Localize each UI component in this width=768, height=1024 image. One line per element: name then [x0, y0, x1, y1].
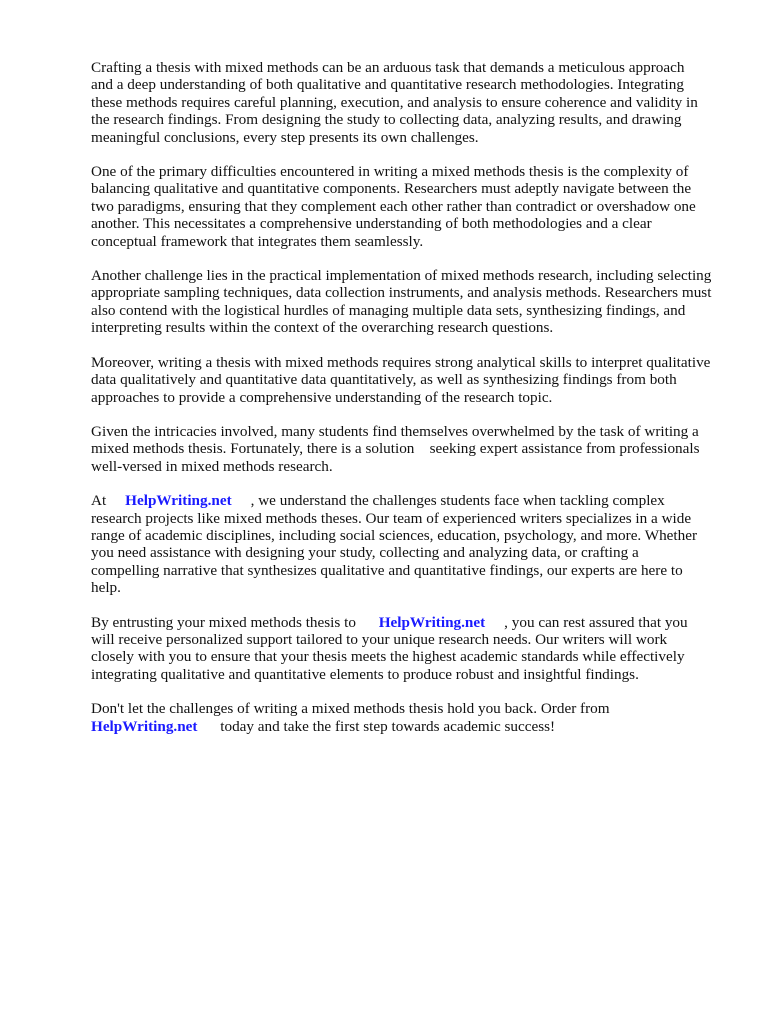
- text-line: you need assistance with designing your study, collecting and analyzing data, or crafting a: [91, 544, 639, 562]
- document-page: [91, 59, 731, 752]
- text-segment: At: [91, 492, 126, 510]
- text-line: integrating qualitative and quantitative elements to produce robust and insightful findings.: [91, 665, 639, 683]
- text-line: Crafting a thesis with mixed methods can be an arduous task that demands a meticulous approach: [91, 59, 685, 76]
- text-line: Given the intricacies involved, many students find themselves overwhelmed by the task of writing a: [91, 422, 699, 440]
- paragraph-call-to-action: [91, 700, 731, 735]
- paragraph-analytical-skills: [91, 354, 731, 406]
- helpwriting-link[interactable]: HelpWriting.net: [378, 613, 486, 631]
- paragraph-intro: [91, 59, 731, 146]
- paragraph-implementation: [91, 267, 731, 337]
- text-line: meaningful conclusions, every step presents its own challenges.: [91, 128, 479, 146]
- text-line: balancing qualitative and quantitative components. Researchers must adeptly navigate between the: [91, 180, 692, 198]
- text-line: two paradigms, ensuring that they complement each other rather than contradict or overshadow one: [91, 197, 696, 215]
- text-line: research projects like mixed methods theses. Our team of experienced writers specializes in a wide: [91, 509, 692, 527]
- text-line: [91, 614, 731, 631]
- text-line: another. This necessitates a comprehensive understanding of both methodologies and a clear: [91, 215, 652, 233]
- text-line: help.: [91, 579, 121, 597]
- text-line: will receive personalized support tailored to your unique research needs. Our writers will work: [91, 630, 668, 648]
- text-line: data qualitatively and quantitative data quantitatively, as well as synthesizing findings from both: [91, 371, 677, 389]
- text-line: Moreover, writing a thesis with mixed methods requires strong analytical skills to interpret qualitative: [91, 353, 711, 371]
- text-line: and a deep understanding of both qualitative and quantitative research methodologies. Integrating: [91, 76, 684, 94]
- text-line: [91, 718, 731, 735]
- helpwriting-link[interactable]: HelpWriting.net: [125, 492, 232, 510]
- text-line: the research findings. From designing the study to collecting data, analyzing results, and drawing: [91, 111, 682, 129]
- text-line: mixed methods thesis. Fortunately, there is a solution seeking expert assistance from professionals: [91, 440, 700, 458]
- text-line: appropriate sampling techniques, data collection instruments, and analysis methods. Researchers must: [91, 284, 712, 302]
- text-line: well-versed in mixed methods research.: [91, 457, 333, 475]
- text-line: interpreting results within the context of the overarching research questions.: [91, 319, 554, 337]
- text-segment: today and take the first step towards academic success!: [197, 717, 556, 735]
- text-line: [91, 492, 731, 509]
- text-line: also contend with the logistical hurdles of managing multiple data sets, synthesizing findings, and: [91, 301, 686, 319]
- text-line: compelling narrative that synthesizes qualitative and quantitative findings, our experts are here to: [91, 561, 683, 579]
- paragraph-about-service: [91, 492, 731, 596]
- text-line: Another challenge lies in the practical implementation of mixed methods research, including selecting: [91, 267, 712, 285]
- text-line: Don't let the challenges of writing a mixed methods thesis hold you back. Order from: [91, 700, 610, 718]
- text-line: approaches to provide a comprehensive understanding of the research topic.: [91, 388, 553, 406]
- text-line: closely with you to ensure that your thesis meets the highest academic standards while effectively: [91, 648, 685, 666]
- text-line: One of the primary difficulties encountered in writing a mixed methods thesis is the complexity of: [91, 163, 689, 181]
- helpwriting-link[interactable]: HelpWriting.net: [91, 717, 198, 735]
- text-line: conceptual framework that integrates them seamlessly.: [91, 232, 424, 250]
- paragraph-entrusting: [91, 614, 731, 684]
- paragraph-solution: [91, 423, 731, 475]
- paragraph-difficulties: [91, 163, 731, 250]
- text-line: range of academic disciplines, including social sciences, education, psychology, and more. Whether: [91, 526, 698, 544]
- text-segment: By entrusting your mixed methods thesis to: [91, 613, 379, 631]
- text-segment: , we understand the challenges students face when tackling complex: [231, 492, 665, 510]
- text-line: these methods requires careful planning, execution, and analysis to ensure coherence and validity in: [91, 93, 698, 111]
- text-segment: , you can rest assured that you: [485, 613, 688, 631]
